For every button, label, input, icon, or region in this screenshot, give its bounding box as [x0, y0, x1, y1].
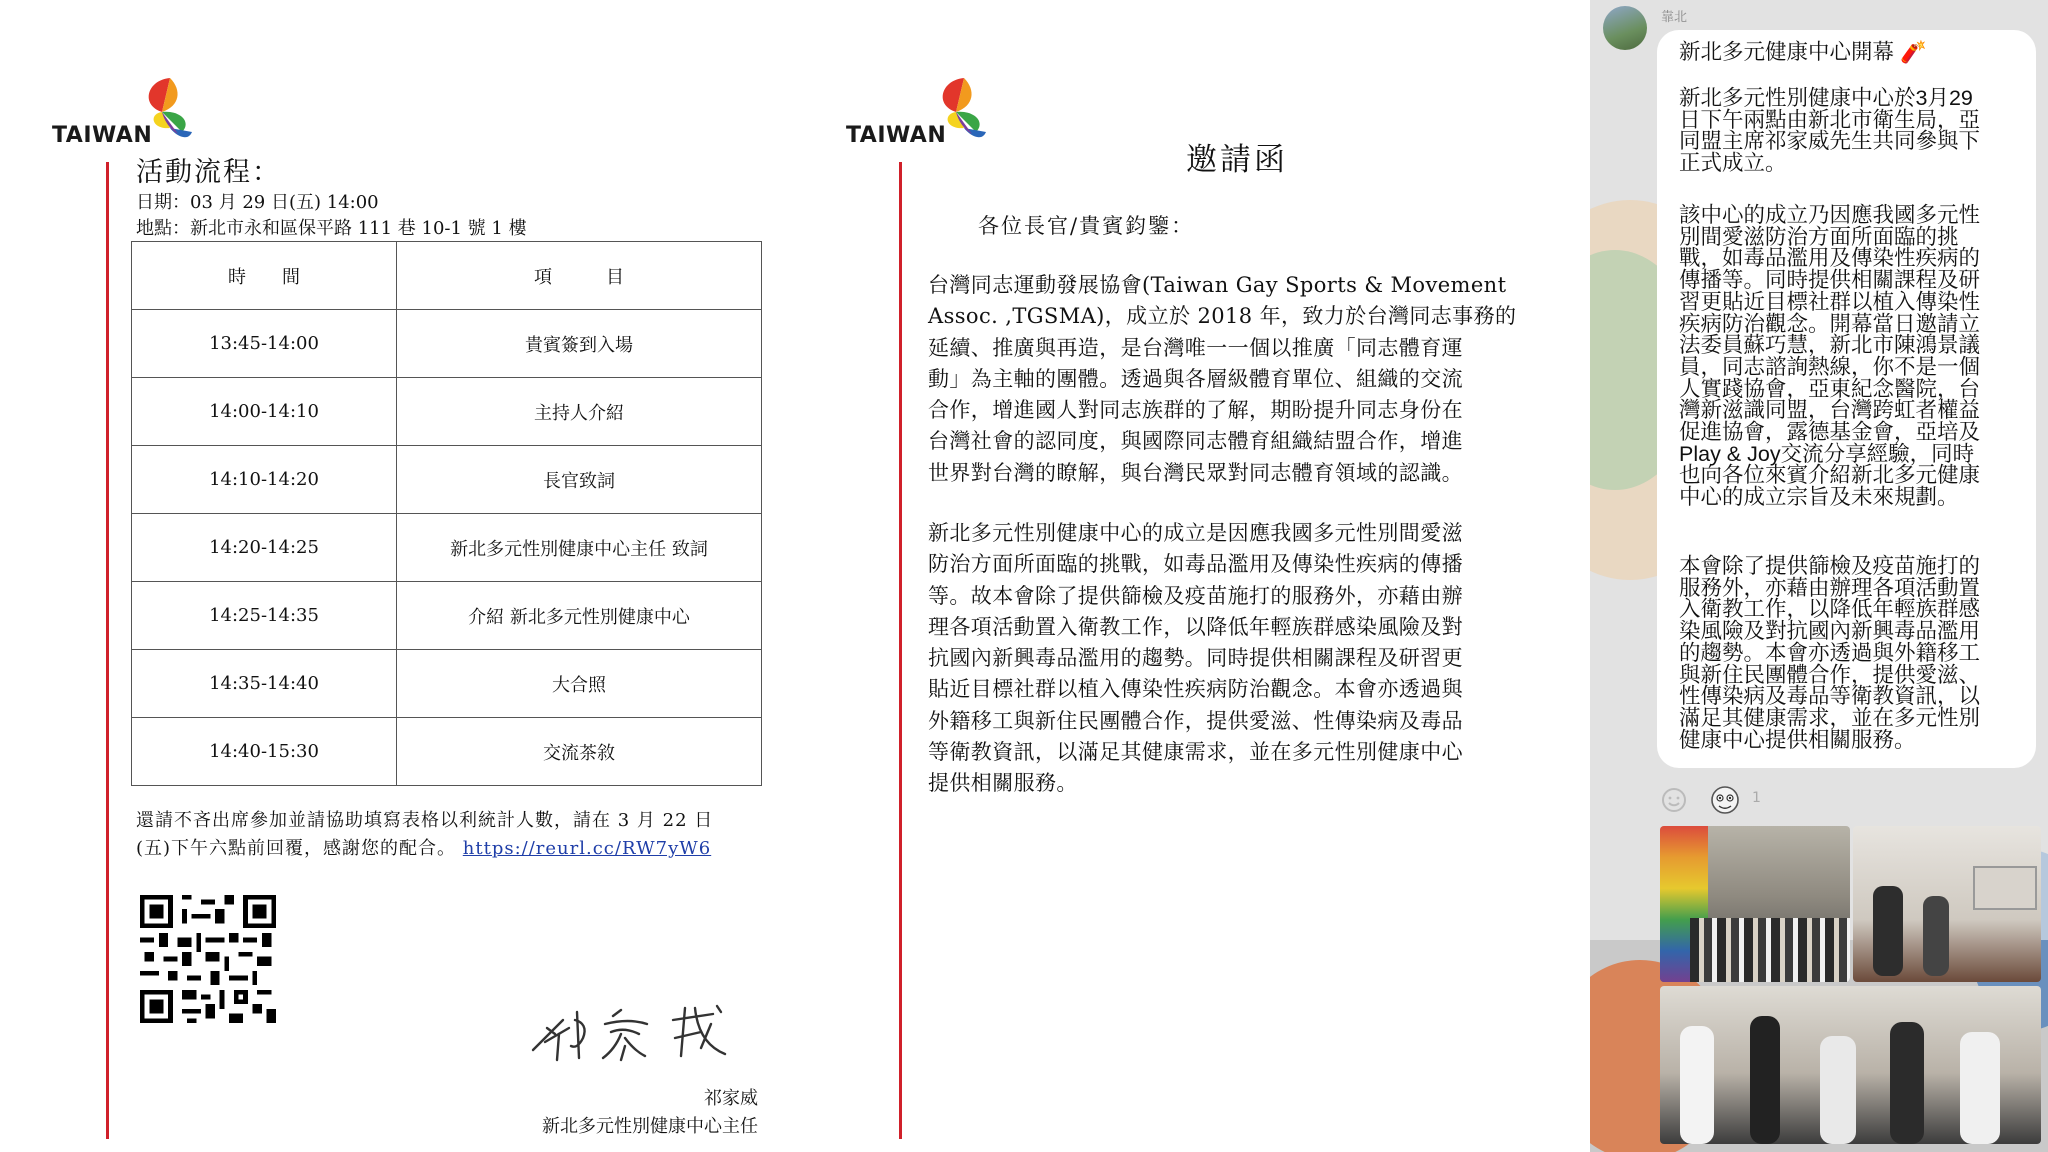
table-row: [132, 514, 762, 582]
salutation: 各位長官/貴賓鈞鑒：: [978, 214, 1195, 238]
message-heading: [1679, 42, 2019, 64]
text-line: 提供相關服務。: [928, 771, 1078, 796]
table-header-row: [132, 242, 762, 310]
table-row: [132, 582, 762, 650]
row-time: 14:25-14:35: [132, 582, 397, 650]
message-paragraph-2: [1679, 205, 2019, 509]
row-item: 交流茶敘: [397, 718, 762, 786]
text-line: 等。故本會除了提供篩檢及疫苗施打的服務外，亦藉由辦: [928, 583, 1463, 608]
row-item: 主持人介紹: [397, 378, 762, 446]
header-time: 時 間: [132, 242, 397, 310]
text-line: 性傳染病及毒品等衛教資訊，以: [1679, 684, 1981, 709]
text-line: 外籍移工與新住民團體合作，提供愛滋、性傳染病及毒品: [928, 708, 1463, 733]
table-row: [132, 718, 762, 786]
intro-paragraph: [928, 270, 1540, 489]
text-line: 入衛教工作，以降低年輕族群感: [1679, 597, 1981, 622]
text-line: 防治方面所面臨的挑戰，如毒品濫用及傳染性疾病的傳播: [928, 552, 1463, 577]
message-heading-text: 新北多元健康中心開幕: [1679, 40, 1895, 64]
signer-name: 祁家威: [704, 1088, 758, 1109]
text-line: 戰，如毒品濫用及傳染性疾病的: [1679, 246, 1981, 271]
row-item: 貴賓簽到入場: [397, 310, 762, 378]
text-line: 本會除了提供篩檢及疫苗施打的: [1679, 554, 1981, 578]
table-row: [132, 446, 762, 514]
text-line: 延續、推廣與再造，是台灣唯一一個以推廣「同志體育運: [928, 335, 1463, 360]
schedule-title: 活動流程：: [136, 157, 281, 188]
row-time: 14:10-14:20: [132, 446, 397, 514]
text-line: 動」為主軸的團體。透過與各層級體育單位、組織的交流: [928, 366, 1463, 391]
text-line: 等衛教資訊，以滿足其健康需求，並在多元性別健康中心: [928, 740, 1463, 765]
text-line: 別間愛滋防治方面所面臨的挑: [1679, 224, 1959, 249]
row-item: 長官致詞: [397, 446, 762, 514]
text-line: 日下午兩點由新北市衛生局，亞: [1679, 107, 1981, 132]
avatar[interactable]: [1603, 6, 1647, 50]
handwritten-signature: [525, 998, 735, 1068]
rsvp-note: [136, 807, 713, 863]
text-line: 正式成立。: [1679, 151, 1787, 176]
event-location: 地點：新北市永和區保平路 111 巷 10-1 號 1 樓: [136, 218, 527, 239]
text-line: 員，同志諮詢熱線，你不是一個: [1679, 354, 1981, 379]
rsvp-note-deadline: (五)下午六點前回覆，感謝您的配合。: [136, 838, 457, 859]
row-item: 介紹 新北多元性別健康中心: [397, 582, 762, 650]
middle-red-rule: [899, 162, 902, 1139]
text-line: 染風險及對抗國內新興毒品濫用: [1679, 619, 1981, 644]
text-line: 的趨勢。本會亦透過與外籍移工: [1679, 640, 1981, 665]
text-line: 同盟主席祁家威先生共同參與下: [1679, 129, 1981, 154]
text-line: 灣新滋識同盟，台灣跨虹者權益: [1679, 398, 1981, 423]
text-line: Assoc. ,TGSMA)，成立於 2018 年，致力於台灣同志事務的: [928, 304, 1517, 329]
event-photo-street[interactable]: [1660, 826, 1850, 982]
text-line: 理各項活動置入衛教工作，以降低年輕族群感染風險及對: [928, 614, 1463, 639]
text-line: 促進協會，露德基金會，亞培及: [1679, 420, 1981, 445]
rsvp-note-line2: [136, 835, 713, 863]
text-line: 服務外，亦藉由辦理各項活動置: [1679, 575, 1981, 600]
text-line: 習更貼近目標社群以植入傳染性: [1679, 289, 1981, 314]
text-line: 貼近目標社群以植入傳染性疾病防治觀念。本會亦透過與: [928, 677, 1463, 702]
row-time: 14:20-14:25: [132, 514, 397, 582]
firecracker-icon: 🧨: [1900, 40, 1927, 64]
qr-code-icon: [140, 895, 276, 1023]
rsvp-note-line1: 還請不吝出席參加並請協助填寫表格以利統計人數，請在 3 月 22 日: [136, 810, 714, 831]
text-line: 法委員蘇巧慧，新北市陳鴻景議: [1679, 333, 1981, 358]
text-line: 合作，增進國人對同志族群的了解，期盼提升同志身份在: [928, 398, 1463, 423]
add-reaction-icon[interactable]: [1660, 786, 1688, 814]
text-line: 傳播等。同時提供相關課程及研: [1679, 268, 1981, 293]
message-paragraph-1: [1679, 88, 2019, 175]
row-time: 14:40-15:30: [132, 718, 397, 786]
table-row: [132, 650, 762, 718]
text-line: 新北多元性別健康中心於3月29: [1679, 86, 1973, 110]
text-line: 新北多元性別健康中心的成立是因應我國多元性別間愛滋: [928, 521, 1463, 545]
event-photo-group[interactable]: [1660, 986, 2041, 1144]
text-line: 疾病防治觀念。開幕當日邀請立: [1679, 311, 1981, 336]
left-red-rule: [106, 162, 109, 1139]
table-row: [132, 310, 762, 378]
text-line: 健康中心提供相關服務。: [1679, 727, 1916, 752]
row-item: 新北多元性別健康中心主任 致詞: [397, 514, 762, 582]
event-date: 日期：03 月 29 日(五) 14:00: [136, 192, 379, 213]
text-line: 抗國內新興毒品濫用的趨勢。同時提供相關課程及研習更: [928, 646, 1463, 671]
row-item: 大合照: [397, 650, 762, 718]
logo-text: TAIWAN: [52, 123, 153, 148]
text-line: 人實踐協會，亞東紀念醫院，台: [1679, 376, 1981, 401]
table-row: [132, 378, 762, 446]
text-line: 世界對台灣的瞭解，與台灣民眾對同志體育領域的認識。: [928, 460, 1463, 485]
row-time: 14:00-14:10: [132, 378, 397, 446]
center-paragraph: [928, 518, 1540, 800]
reaction-emoji-icon[interactable]: [1708, 784, 1742, 816]
signer-title: 新北多元性別健康中心主任: [542, 1116, 758, 1137]
text-line: 滿足其健康需求，並在多元性別: [1679, 705, 1981, 730]
text-line: 台灣社會的認同度，與國際同志體育組織結盟合作，增進: [928, 429, 1463, 454]
rsvp-form-link[interactable]: https://reurl.cc/RW7yW6: [462, 838, 712, 859]
text-line: 也向各位來賓介紹新北多元健康: [1679, 463, 1981, 488]
header-item: 項 目: [397, 242, 762, 310]
sender-name: 靠北: [1661, 10, 1688, 25]
row-time: 13:45-14:00: [132, 310, 397, 378]
text-line: 台灣同志運動發展協會(Taiwan Gay Sports & Movement: [928, 273, 1507, 297]
message-paragraph-3: [1679, 556, 2019, 751]
tgsma-logo: [52, 70, 202, 150]
row-time: 14:35-14:40: [132, 650, 397, 718]
reaction-count: 1: [1752, 790, 1761, 806]
schedule-table: [131, 241, 762, 786]
event-photo-interior[interactable]: [1853, 826, 2041, 982]
text-line: 中心的成立宗旨及未來規劃。: [1679, 485, 1959, 510]
text-line: 該中心的成立乃因應我國多元性: [1679, 203, 1981, 227]
invitation-title: 邀請函: [1186, 142, 1288, 178]
logo-text: TAIWAN: [846, 123, 947, 148]
text-line: 與新住民團體合作，提供愛滋、: [1679, 662, 1981, 687]
text-line: Play & Joy交流分享經驗，同時: [1679, 441, 1975, 466]
tgsma-logo: [846, 70, 996, 150]
